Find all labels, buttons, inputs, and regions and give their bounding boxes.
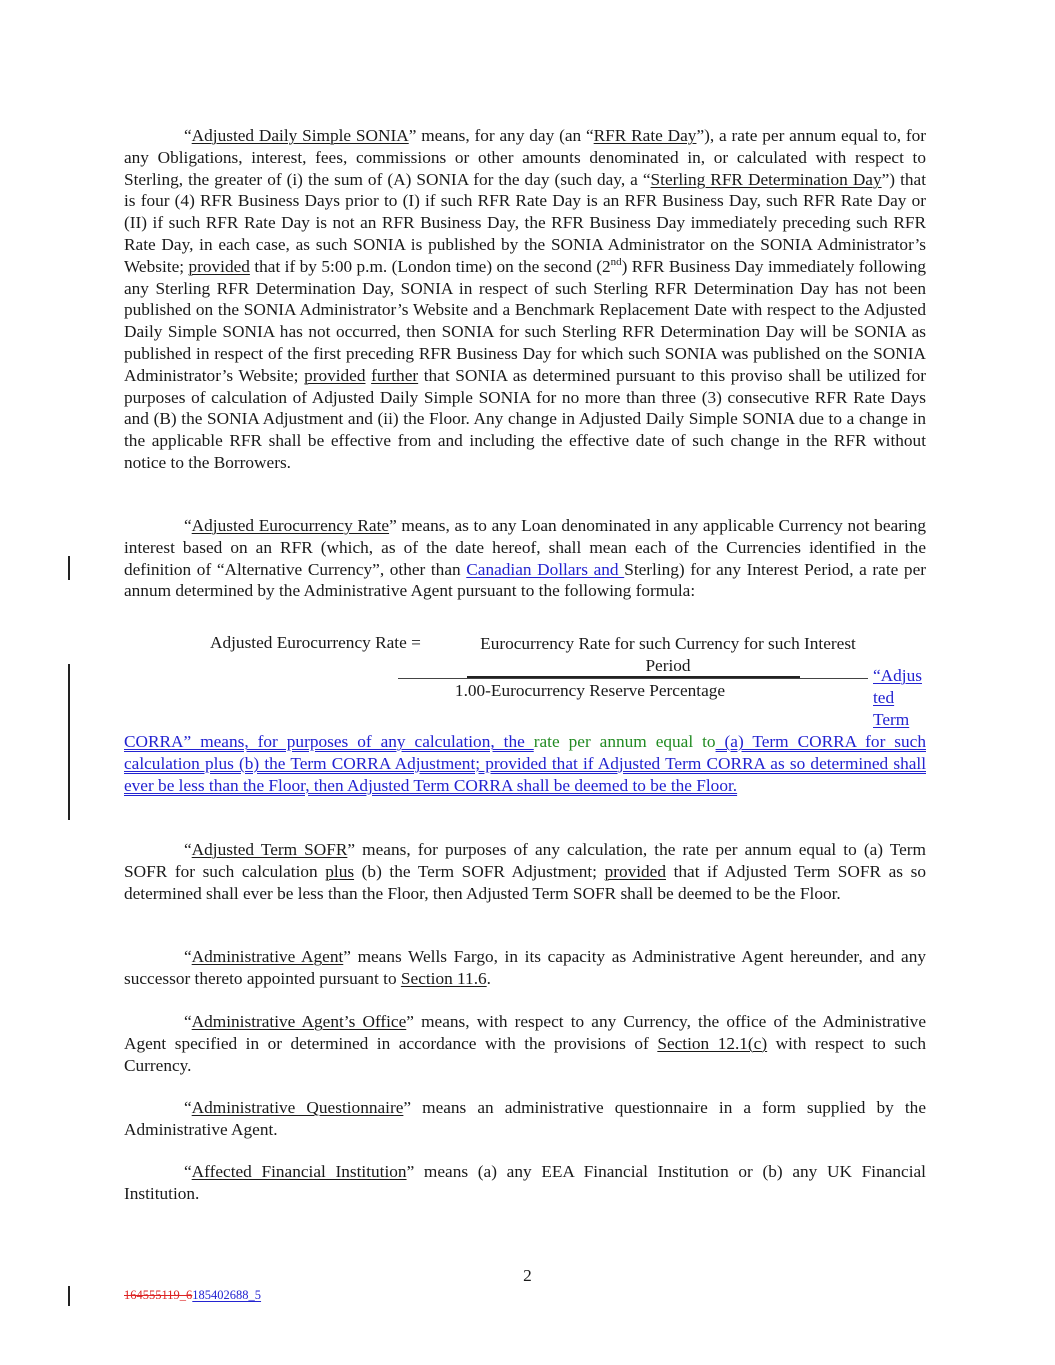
formula-denominator: 1.00-Eurocurrency Reserve Percentage bbox=[454, 681, 726, 700]
formula-label: Adjusted Eurocurrency Rate = bbox=[210, 633, 421, 652]
definition-administrative-questionnaire: “Administrative Questionnaire” means an administrative questionnaire in a form supplied by the Administrative Agent. bbox=[124, 1098, 926, 1139]
fraction-bar-extension bbox=[398, 678, 868, 679]
defined-term: Affected Financial Institution bbox=[191, 1162, 407, 1181]
change-bar bbox=[68, 664, 70, 820]
inserted-margin-text: “Adjus ted Term bbox=[873, 666, 922, 729]
change-bar bbox=[68, 556, 70, 580]
moved-text: rate per annum equal to bbox=[533, 732, 716, 751]
definition-administrative-agents-office: “Administrative Agent’s Office” means, with respect to any Currency, the office of the Administrative Agent specified in or determined in accordance with the provisions of Section 12.1(c) with respect to such Currency. bbox=[124, 1012, 926, 1075]
section-reference: Section 11.6 bbox=[400, 968, 487, 988]
definition-administrative-agent: “Administrative Agent” means Wells Fargo, in its capacity as Administrative Agent hereunder, and any successor thereto appointed pursuant to Section 11.6. bbox=[124, 947, 926, 988]
document-id bbox=[124, 1288, 261, 1303]
definition-adjusted-term-sofr: “Adjusted Term SOFR” means, for purposes of any calculation, the rate per annum equal to (a) Term SOFR for such calculation plus (b) the Term SOFR Adjustment; provided that if Adjusted Term SOFR as so determined shall ever be less than the Floor, then Adjusted Term SOFR shall be deemed to be the Floor. bbox=[124, 840, 926, 903]
inserted-text: Canadian Dollars and bbox=[466, 559, 625, 579]
inserted-doc-id: 185402688_5 bbox=[192, 1288, 262, 1302]
deleted-doc-id: 164555119_6 bbox=[124, 1288, 193, 1302]
defined-term: Adjusted Daily Simple SONIA bbox=[191, 126, 409, 145]
defined-term: Administrative Agent’s Office bbox=[191, 1012, 407, 1031]
defined-term: Adjusted Eurocurrency Rate bbox=[191, 516, 390, 535]
defined-term: Adjusted Term SOFR bbox=[191, 840, 348, 859]
section-reference: Section 12.1(c) bbox=[657, 1033, 768, 1053]
defined-term: RFR Rate Day bbox=[593, 126, 697, 145]
change-bar bbox=[68, 1286, 70, 1306]
definition-adjusted-term-corra: CORRA” means, for purposes of any calculation, the rate per annum equal to (a) Term CORRA for such calculation plus (b) the Term CORRA Adjustment; provided that if Adjusted Term CORRA as so determined shall ever be less than the Floor, then Adjusted Term CORRA shall be deemed to be the Floor. bbox=[124, 732, 926, 795]
definition-adjusted-daily-simple-sonia: “Adjusted Daily Simple SONIA” means, for any day (an “RFR Rate Day”), a rate per annum equal to, for any Obligations, interest, fees, commissions or other amounts denominated in, or calculated with respect to Sterling, the greater of (i) the sum of (A) SONIA for the day (such day, a “Sterling RFR Determination Day”) that is four (4) RFR Business Days prior to (I) if such RFR Rate Day is an RFR Business Day, such RFR Rate Day or (II) if such RFR Rate Day is not an RFR Business Day, the RFR Business Day immediately preceding such RFR Rate Day, in each case, as such SONIA is published by the SONIA Administrator on the SONIA Administrator’s Website; provided that if by 5:00 p.m. (London time) on the second (2nd) RFR Business Day immediately following any Sterling RFR Determination Day, SONIA in respect of such Sterling RFR Determination Day has not been published on the SONIA Administrator’s Website and a Benchmark Replacement Date with respect to the Adjusted Daily Simple SONIA has not occurred, then SONIA for such Sterling RFR Determination Day will be SONIA as published in respect of the first preceding RFR Business Day for which such SONIA was published on the SONIA Administrator’s Website; provided further that SONIA as determined pursuant to this proviso shall be utilized for purposes of calculation of Adjusted Daily Simple SONIA for no more than three (3) consecutive RFR Rate Days and (B) the SONIA Adjustment and (ii) the Floor. Any change in Adjusted Daily Simple SONIA due to a change in the applicable RFR shall be effective from and including the effective date of such change in the RFR without notice to the Borrowers. bbox=[124, 126, 927, 472]
page-number: 2 bbox=[523, 1266, 532, 1285]
defined-term: Administrative Questionnaire bbox=[191, 1098, 404, 1117]
formula-numerator: Eurocurrency Rate for such Currency for such Interest Period bbox=[480, 634, 856, 675]
defined-term: Sterling RFR Determination Day bbox=[650, 169, 882, 189]
defined-term: Administrative Agent bbox=[191, 947, 344, 966]
definition-adjusted-eurocurrency-rate: “Adjusted Eurocurrency Rate” means, as to any Loan denominated in any applicable Currency not bearing interest based on an RFR (which, as of the date hereof, shall mean each of the Currencies identified in the definition of “Alternative Currency”, other than Canadian Dollars and Sterling) for any Interest Period, a rate per annum determined by the Administrative Agent pursuant to the following formula: bbox=[124, 516, 927, 601]
definition-affected-financial-institution: “Affected Financial Institution” means (a) any EEA Financial Institution or (b) any UK Financial Institution. bbox=[124, 1162, 926, 1203]
